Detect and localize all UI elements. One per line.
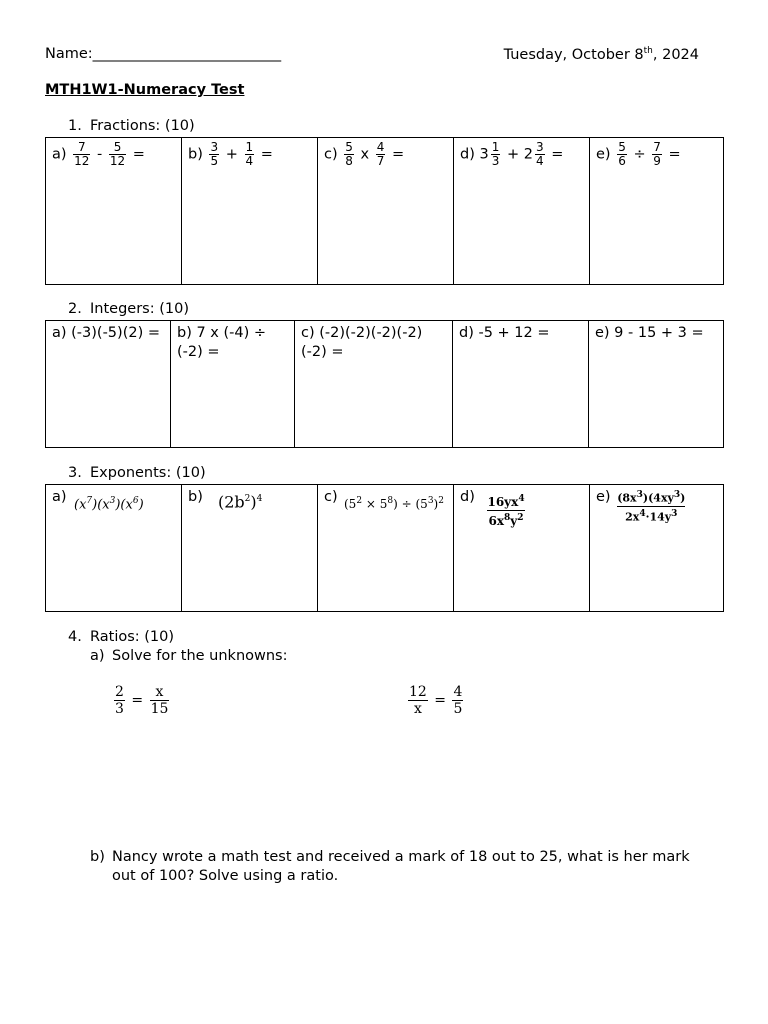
name-field-label: Name:__________________________ xyxy=(45,46,282,62)
integer-question-b: b) 7 x (-4) ÷ (-2) = xyxy=(171,321,295,448)
integer-question-a: a) (-3)(-5)(2) = xyxy=(46,321,171,448)
integers-table xyxy=(45,320,724,448)
fraction-question-a: a) $\frac{7}{12}$ - $\frac{5}{12}$ = xyxy=(46,138,182,285)
section-heading-ratios: 4. Ratios: (10) xyxy=(68,629,175,645)
section-heading-fractions: 1. Fractions: (10) xyxy=(68,118,195,134)
exponent-fraction: $\frac{16yx^4}{6x^8y^2}$ xyxy=(487,494,525,528)
ratio-part-b: b) Nancy wrote a math test and received a mark of 18 out to 25, what is her mark out of 100? Solve using a ratio. xyxy=(90,849,690,884)
page-title: MTH1W1-Numeracy Test xyxy=(45,82,245,98)
exponent-expression: $(2b^2)^4$ xyxy=(218,492,263,512)
fraction-question-d: d) 3 $\frac{1}{3}$ + 2 $\frac{3}{4}$ = xyxy=(454,138,590,285)
fraction: $\frac{2}{3}$ xyxy=(115,684,124,717)
exponent-question-e: e) $\frac{(8x^3)(4xy^3)}{2x^4\cdot 14y^3}$ xyxy=(590,485,724,612)
fraction: $\frac{4}{7}$ xyxy=(376,140,385,168)
ratio-part-a: a) Solve for the unknowns: xyxy=(90,648,288,664)
fraction: $\frac{3}{5}$ xyxy=(210,140,219,168)
section-heading-exponents: 3. Exponents: (10) xyxy=(68,465,206,481)
fraction-question-c: c) $\frac{5}{8}$ x $\frac{4}{7}$ = xyxy=(318,138,454,285)
fraction: $\frac{1}{3}$ xyxy=(491,140,500,168)
fraction: $\frac{7}{9}$ xyxy=(653,140,661,168)
exponent-question-a: a) $(x^7)(x^3)(x^6)$ xyxy=(46,485,182,612)
fraction: $\frac{7}{12}$ xyxy=(74,140,90,168)
integer-question-d: d) -5 + 12 = xyxy=(453,321,589,448)
ratio-equation-2: $\frac{12}{x}$ = $\frac{4}{5}$ xyxy=(409,684,463,717)
fraction: $\frac{12}{x}$ xyxy=(409,684,427,717)
fraction: $\frac{5}{12}$ xyxy=(109,140,126,168)
fraction: $\frac{5}{8}$ xyxy=(345,140,353,168)
fraction: $\frac{1}{4}$ xyxy=(245,140,254,168)
fraction: $\frac{5}{6}$ xyxy=(618,140,626,168)
fraction-question-b: b) $\frac{3}{5}$ + $\frac{1}{4}$ = xyxy=(182,138,318,285)
exponent-question-b: b) $(2b^2)^4$ xyxy=(182,485,318,612)
fractions-table xyxy=(45,137,724,285)
fraction-question-e: e) $\frac{5}{6}$ ÷ $\frac{7}{9}$ = xyxy=(590,138,724,285)
exponent-question-c: c) $(5^2 \times 5^8) \div (5^3)^2$ xyxy=(318,485,454,612)
integer-question-c: c) (-2)(-2)(-2)(-2)(-2) = xyxy=(295,321,453,448)
exponents-table xyxy=(45,484,724,612)
ratio-equation-1: $\frac{2}{3}$ = $\frac{x}{15}$ xyxy=(115,684,169,717)
exponent-expression: $(5^2 \times 5^8) \div (5^3)^2$ xyxy=(344,496,444,511)
integer-question-e: e) 9 - 15 + 3 = xyxy=(589,321,724,448)
exponent-fraction: $\frac{(8x^3)(4xy^3)}{2x^4\cdot 14y^3}$ xyxy=(617,490,686,524)
fraction: $\frac{x}{15}$ xyxy=(150,684,169,717)
test-date: Tuesday, October 8th, 2024 xyxy=(503,46,699,63)
fraction: $\frac{4}{5}$ xyxy=(453,684,463,717)
exponent-expression: $(x^7)(x^3)(x^6)$ xyxy=(74,496,144,513)
fraction: $\frac{3}{4}$ xyxy=(535,140,544,168)
section-heading-integers: 2. Integers: (10) xyxy=(68,301,189,317)
exponent-question-d: d) $\frac{16yx^4}{6x^8y^2}$ xyxy=(454,485,590,612)
